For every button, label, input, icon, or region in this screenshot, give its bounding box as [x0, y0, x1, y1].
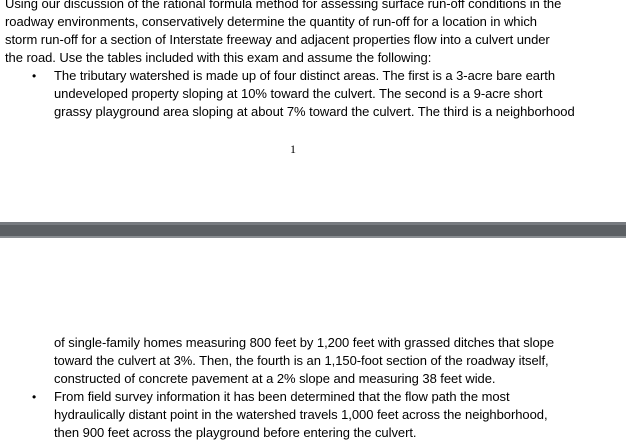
intro-line-2: roadway environments, conservatively determine the quantity of run-off for a location in which [5, 14, 537, 29]
bullet-2-line-1: From field survey information it has been determined that the flow path the most [54, 389, 510, 404]
bullet-2-line-2: hydraulically distant point in the watershed travels 1,000 feet across the neighborhood, [54, 407, 548, 422]
bullet-marker: • [32, 390, 37, 404]
bullet-1-line-3: grassy playground area sloping at about 7% toward the culvert. The third is a neighborhood [54, 104, 575, 119]
intro-line-3: storm run-off for a section of Interstate freeway and adjacent properties flow into a culvert under [5, 32, 550, 47]
bullet-1-cont-line-3: constructed of concrete pavement at a 2% slope and measuring 38 feet wide. [54, 371, 496, 386]
page-separator-highlight [0, 222, 626, 225]
page-separator-shadow [0, 236, 626, 238]
intro-line-4: the road. Use the tables included with this exam and assume the following: [5, 50, 432, 65]
bullet-marker: • [32, 69, 37, 83]
bullet-1-line-1: The tributary watershed is made up of four distinct areas. The first is a 3-acre bare earth [54, 68, 556, 83]
bullet-1-cont-line-1: of single-family homes measuring 800 feet by 1,200 feet with grassed ditches that slope [54, 335, 555, 350]
bullet-1-cont-line-2: toward the culvert at 3%. Then, the fourth is an 1,150-foot section of the roadway itself, [54, 353, 549, 368]
intro-line-1: Using our discussion of the rational formula method for assessing surface run-off conditions in the [5, 0, 562, 11]
bullet-2-line-3: then 900 feet across the playground before entering the culvert. [54, 425, 417, 440]
bullet-1-line-2: undeveloped property sloping at 10% toward the culvert. The second is a 9-acre short [54, 86, 543, 101]
page-number: 1 [290, 142, 296, 156]
